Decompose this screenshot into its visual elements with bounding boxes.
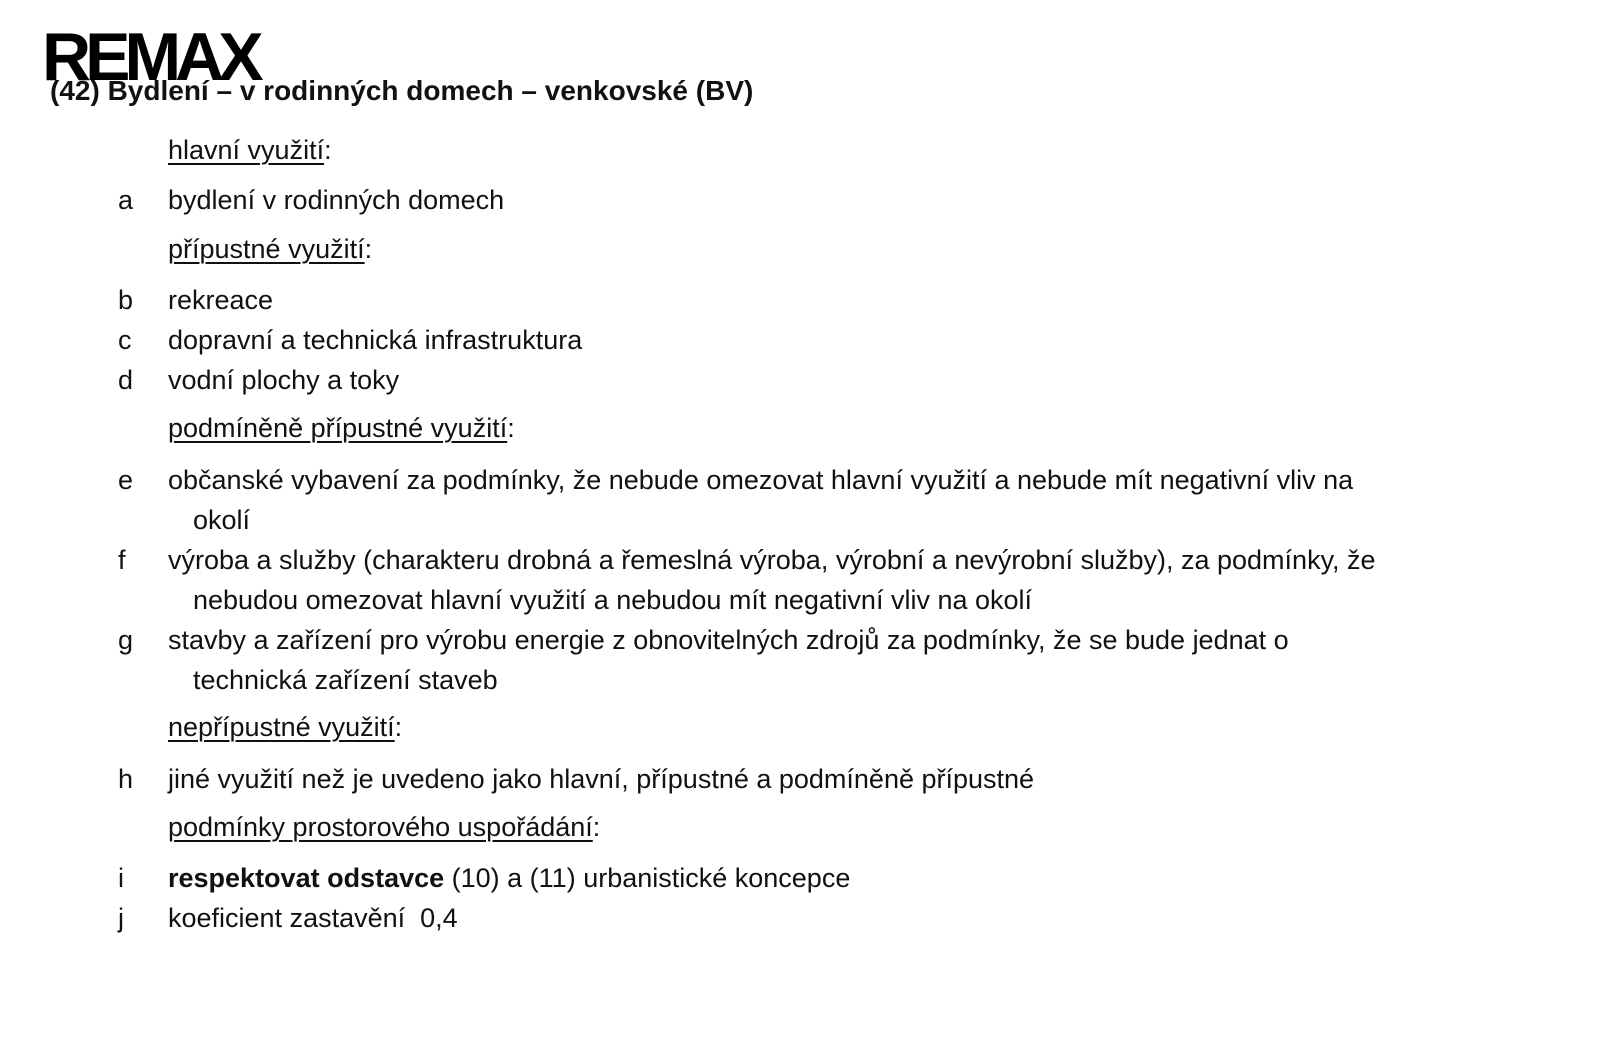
remax-logo: [42, 28, 267, 98]
heading-conditional-use-label: podmíněně přípustné využití: [168, 413, 508, 443]
heading-prohibited-use: [168, 711, 402, 743]
heading-spatial-conditions: [168, 811, 600, 843]
heading-main-use-label: hlavní využití: [168, 135, 325, 165]
item-letter: f: [118, 545, 126, 575]
heading-colon: :: [592, 812, 601, 842]
item-text: jiné využití než je uvedeno jako hlavní, přípustné a podmíněně přípustné: [168, 764, 1035, 794]
item-letter: h: [118, 764, 134, 794]
svg-text:REMAX: REMAX: [42, 28, 258, 88]
item-letter: i: [118, 863, 124, 893]
heading-spatial-conditions-label: podmínky prostorového uspořádání: [168, 812, 593, 842]
item-text-line1: občanské vybavení za podmínky, že nebude omezovat hlavní využití a nebude mít negativní vliv na: [168, 465, 1354, 495]
heading-colon: :: [394, 712, 403, 742]
item-text: bydlení v rodinných domech: [168, 185, 505, 215]
heading-colon: :: [364, 234, 373, 264]
item-text: dopravní a technická infrastruktura: [168, 325, 583, 355]
item-text-line2: technická zařízení staveb: [193, 665, 498, 695]
item-letter: a: [118, 185, 134, 215]
heading-prohibited-use-label: nepřípustné využití: [168, 712, 395, 742]
heading-permitted-use-label: přípustné využití: [168, 234, 365, 264]
item-text-line1: výroba a služby (charakteru drobná a řemeslná výroba, výrobní a nevýrobní služby), za podmínky, že: [168, 545, 1376, 575]
item-text: vodní plochy a toky: [168, 365, 400, 395]
remax-logo-mark: [42, 28, 267, 88]
heading-colon: :: [324, 135, 332, 165]
item-letter: b: [118, 285, 134, 315]
item-text: koeficient zastavění 0,4: [168, 903, 458, 933]
item-letter: g: [118, 625, 134, 655]
item-letter: e: [118, 465, 134, 495]
item-text: [168, 858, 1558, 898]
item-letter: d: [118, 365, 134, 395]
heading-main-use: [168, 134, 332, 166]
item-letter: j: [118, 903, 124, 933]
item-text-rest: (10) a (11) urbanistické koncepce: [444, 863, 851, 893]
item-text-line2: okolí: [193, 505, 251, 535]
section-title: (42) Bydlení – v rodinných domech – venkovské (BV): [50, 75, 754, 106]
heading-permitted-use: [168, 233, 372, 265]
heading-conditional-use: [168, 412, 515, 444]
item-letter: c: [118, 325, 132, 355]
item-text-line2: nebudou omezovat hlavní využití a nebudou mít negativní vliv na okolí: [193, 585, 1033, 615]
item-text: rekreace: [168, 285, 274, 315]
item-text-bold: respektovat odstavce: [168, 863, 445, 893]
heading-colon: :: [507, 413, 515, 443]
item-text-line1: stavby a zařízení pro výrobu energie z obnovitelných zdrojů za podmínky, že se bude jednat o: [168, 625, 1289, 655]
